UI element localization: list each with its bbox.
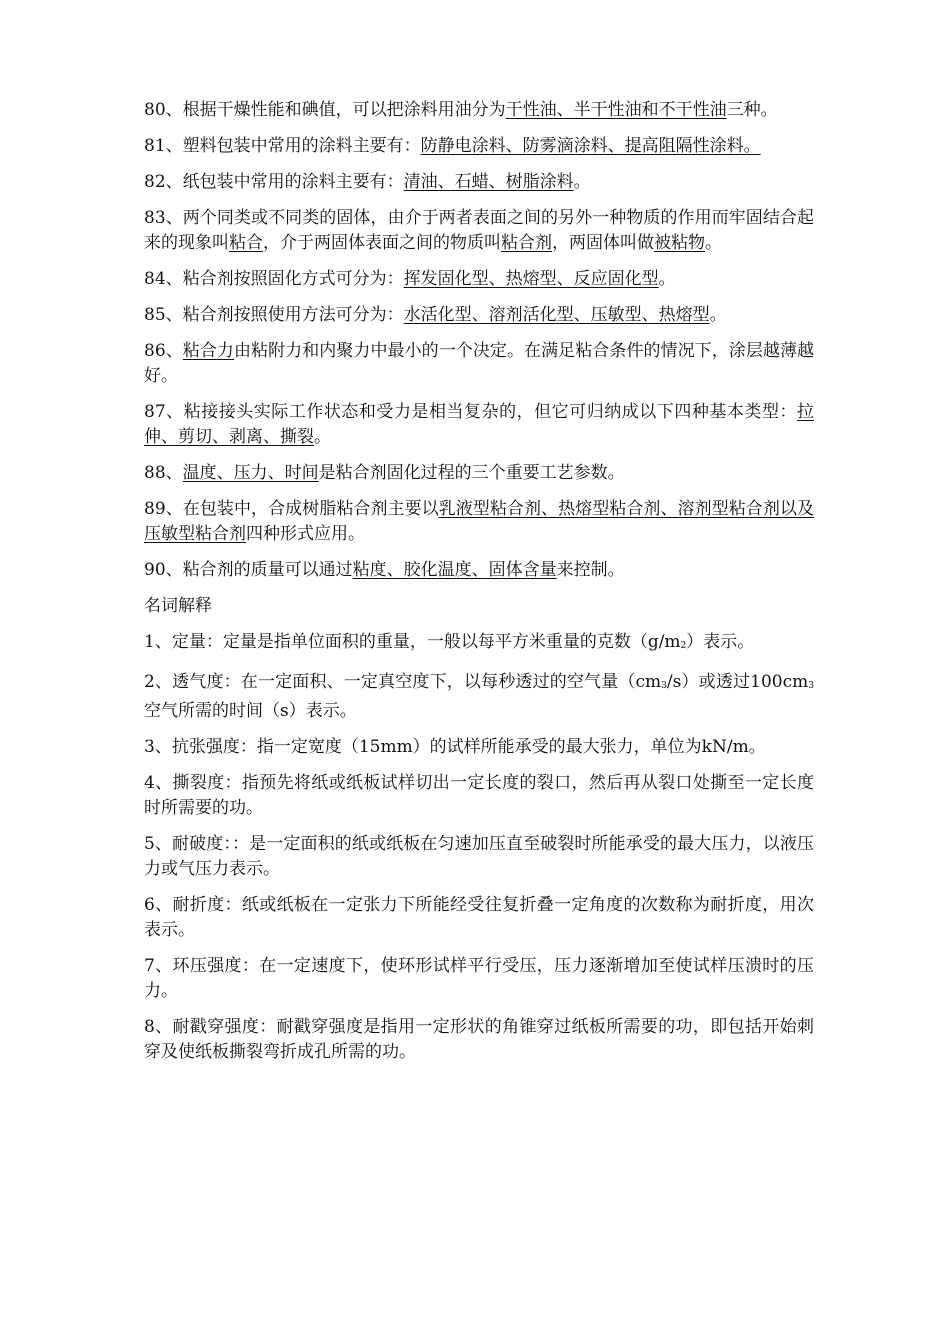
- text-segment: 83、两个同类或不同类的固体，由介于两者表面之间的另外一种物质的作用而牢固结合起来的现象叫: [144, 208, 814, 253]
- paragraph: [144, 461, 814, 486]
- underlined-answer: 温度、压力、时间: [182, 463, 319, 483]
- underlined-answer: 被粘物: [654, 233, 705, 253]
- paragraph: [144, 630, 814, 659]
- underlined-answer: 挥发固化型、热熔型、反应固化型: [403, 269, 659, 289]
- text-segment: 2、透气度：在一定面积、一定真空度下，以每秒透过的空气量（cm: [144, 672, 662, 692]
- paragraph: [144, 594, 814, 619]
- underlined-answer: 水活化型、溶剂活化型、压敏型、热熔型: [403, 305, 710, 325]
- text-segment: 空气所需的时间（s）表示。: [144, 701, 357, 721]
- paragraph: [144, 303, 814, 328]
- text-segment: 84、粘合剂按照固化方式可分为：: [144, 269, 404, 289]
- text-segment: 三种。: [726, 100, 778, 120]
- text-segment: 85、粘合剂按照使用方法可分为：: [144, 305, 404, 325]
- paragraph: [144, 206, 814, 256]
- text-segment: 。: [709, 305, 727, 325]
- text-segment: 89、在包装中，合成树脂粘合剂主要以: [144, 499, 439, 519]
- paragraph: [144, 134, 814, 159]
- underlined-answer: 粘合力: [182, 341, 234, 361]
- paragraph: [144, 267, 814, 292]
- text-segment: 86、: [144, 341, 183, 361]
- text-segment: 81、塑料包装中常用的涂料主要有：: [144, 136, 421, 156]
- text-segment: 。: [314, 427, 331, 447]
- paragraph: [144, 1015, 814, 1065]
- text-segment: ，介于两固体表面之间的物质叫: [263, 233, 501, 253]
- paragraph: [144, 771, 814, 821]
- text-segment: ）表示。: [686, 632, 755, 652]
- underlined-answer: 粘度、胶化温度、固体含量: [352, 560, 557, 580]
- paragraph: [144, 893, 814, 943]
- text-segment: /s）或透过100cm: [666, 672, 809, 692]
- text-segment: 4、撕裂度：指预先将纸或纸板试样切出一定长度的裂口，然后再从裂口处撕至一定长度时所需要的功。: [144, 773, 814, 818]
- text-segment: 88、: [144, 463, 183, 483]
- text-segment: 。: [658, 269, 676, 289]
- text-segment: 。: [573, 172, 591, 192]
- text-segment: 3、抗张强度：指一定宽度（15mm）的试样所能承受的最大张力，单位为kN/m。: [144, 737, 766, 757]
- text-segment: 是粘合剂固化过程的三个重要工艺参数。: [318, 463, 625, 483]
- text-segment: 8、耐戳穿强度：耐戳穿强度是指用一定形状的角锥穿过纸板所需要的功，即包括开始刺穿及使纸板撕裂弯折成孔所需的功。: [144, 1017, 814, 1062]
- underlined-answer: 粘合剂: [501, 233, 552, 253]
- text-segment: 82、纸包装中常用的涂料主要有：: [144, 172, 404, 192]
- underlined-answer: 乳液型粘合剂、热熔型粘合剂、溶剂型粘合剂以及压敏型粘合剂: [144, 499, 814, 544]
- text-segment: 6、耐折度：纸或纸板在一定张力下所能经受往复折叠一定角度的次数称为耐折度，用次表示。: [144, 895, 814, 940]
- text-segment: 7、环压强度：在一定速度下，使环形试样平行受压，压力逐渐增加至使试样压溃时的压力。: [144, 956, 814, 1001]
- text-segment: 来控制。: [556, 560, 625, 580]
- paragraph: [144, 400, 814, 450]
- underlined-answer: 干性油、半干性油和不干性油: [505, 100, 727, 120]
- text-segment: ，两固体叫做: [552, 233, 654, 253]
- text-segment: 80、根据干燥性能和碘值，可以把涂料用油分为: [144, 100, 506, 120]
- underlined-answer: 拉伸、剪切、剥离、撕裂: [144, 402, 814, 447]
- paragraph: [144, 170, 814, 195]
- superscript-unit: 3: [808, 681, 814, 691]
- text-segment: 四种形式应用。: [246, 524, 365, 544]
- paragraph: [144, 98, 814, 123]
- paragraph: [144, 497, 814, 547]
- underlined-answer: 防静电涂料、防雾滴涂料、提高阻隔性涂料。: [420, 136, 761, 156]
- paragraph: [144, 954, 814, 1004]
- underlined-answer: 清油、石蜡、树脂涂料: [403, 172, 574, 192]
- underlined-answer: 粘合: [229, 233, 263, 253]
- superscript-unit: 2: [680, 641, 687, 651]
- text-segment: 名词解释: [144, 596, 212, 616]
- text-segment: 5、耐破度：：是一定面积的纸或纸板在匀速加压直至破裂时所能承受的最大压力，以液压力或气压力表示。: [144, 834, 814, 879]
- paragraph: [144, 558, 814, 583]
- text-segment: 1、定量：定量是指单位面积的重量，一般以每平方米重量的克数（g/m: [144, 632, 681, 652]
- superscript-unit: 3: [661, 681, 667, 691]
- text-segment: 由粘附力和内聚力中最小的一个决定。在满足粘合条件的情况下，涂层越薄越好。: [144, 341, 815, 386]
- text-segment: 。: [705, 233, 722, 253]
- paragraph: [144, 339, 814, 389]
- document-page: [144, 98, 814, 1076]
- paragraph: [144, 832, 814, 882]
- text-segment: 90、粘合剂的质量可以通过: [144, 560, 353, 580]
- text-segment: 87、粘接接头实际工作状态和受力是相当复杂的，但它可归纳成以下四种基本类型：: [144, 402, 797, 422]
- paragraph: [144, 735, 814, 760]
- paragraph: [144, 670, 814, 724]
